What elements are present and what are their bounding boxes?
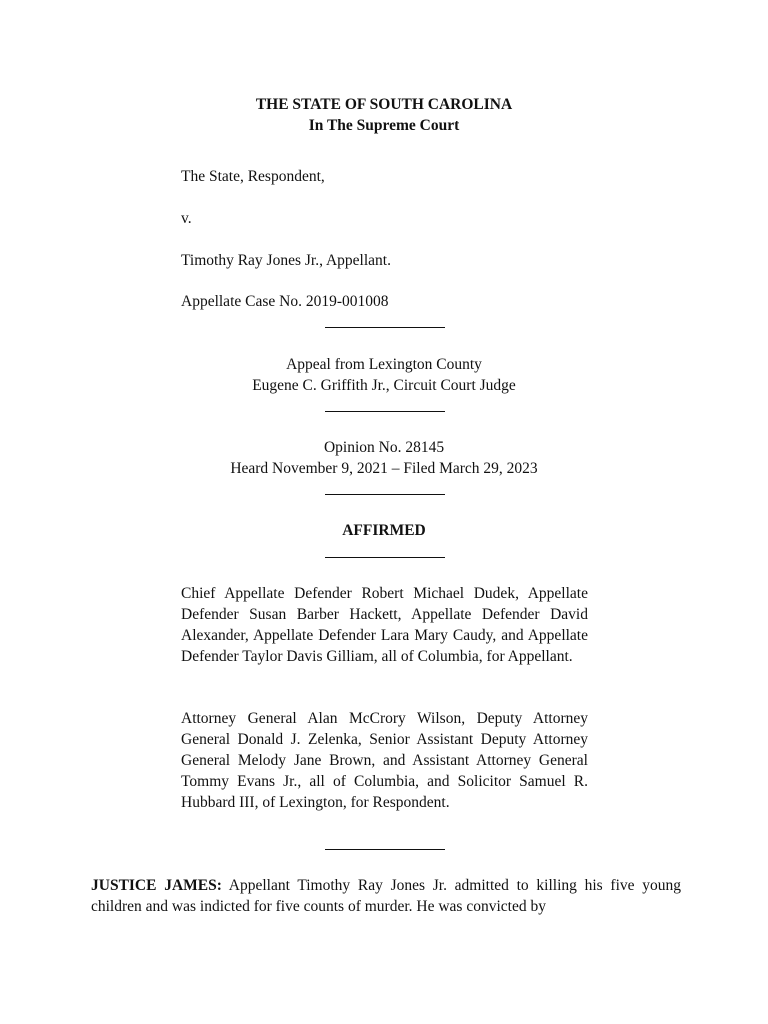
case-number: Appellate Case No. 2019-001008 — [181, 293, 389, 310]
justice-author: JUSTICE JAMES: — [91, 877, 222, 894]
divider — [325, 327, 445, 328]
disposition: AFFIRMED — [342, 522, 426, 539]
versus-line: v. — [181, 210, 192, 227]
state-heading: THE STATE OF SOUTH CAROLINA — [255, 96, 513, 113]
opinion-text: Appellant Timothy Ray Jones Jr. admitted to killing his five young children and was indicted for five counts of murder. He was convicted by — [91, 877, 681, 915]
opinion-opening-paragraph — [91, 875, 681, 917]
respondent-party: The State, Respondent, — [181, 168, 325, 185]
heard-filed-dates: Heard November 9, 2021 – Filed March 29, 2023 — [230, 460, 538, 477]
appeal-from: Appeal from Lexington County — [286, 356, 482, 373]
appellant-counsel: Chief Appellate Defender Robert Michael Dudek, Appellate Defender Susan Barber Hackett, Appellate Defender David Alexander, Appellate Defender Lara Mary Caudy, and Appellate Defender Taylor Davis Gilliam, all of Columbia, for Appellant. — [181, 585, 588, 665]
divider — [325, 849, 445, 850]
court-heading: In The Supreme Court — [308, 117, 460, 134]
respondent-counsel: Attorney General Alan McCrory Wilson, Deputy Attorney General Donald J. Zelenka, Senior Assistant Deputy Attorney General Melody Jane Brown, and Assistant Attorney General Tommy Evans Jr., all of Columbia, and Solicitor Samuel R. Hubbard III, of Lexington, for Respondent. — [181, 710, 588, 811]
opinion-number: Opinion No. 28145 — [323, 439, 445, 456]
appellant-party: Timothy Ray Jones Jr., Appellant. — [181, 252, 391, 269]
divider — [325, 557, 445, 558]
divider — [325, 411, 445, 412]
trial-judge: Eugene C. Griffith Jr., Circuit Court Judge — [252, 377, 516, 394]
divider — [325, 494, 445, 495]
